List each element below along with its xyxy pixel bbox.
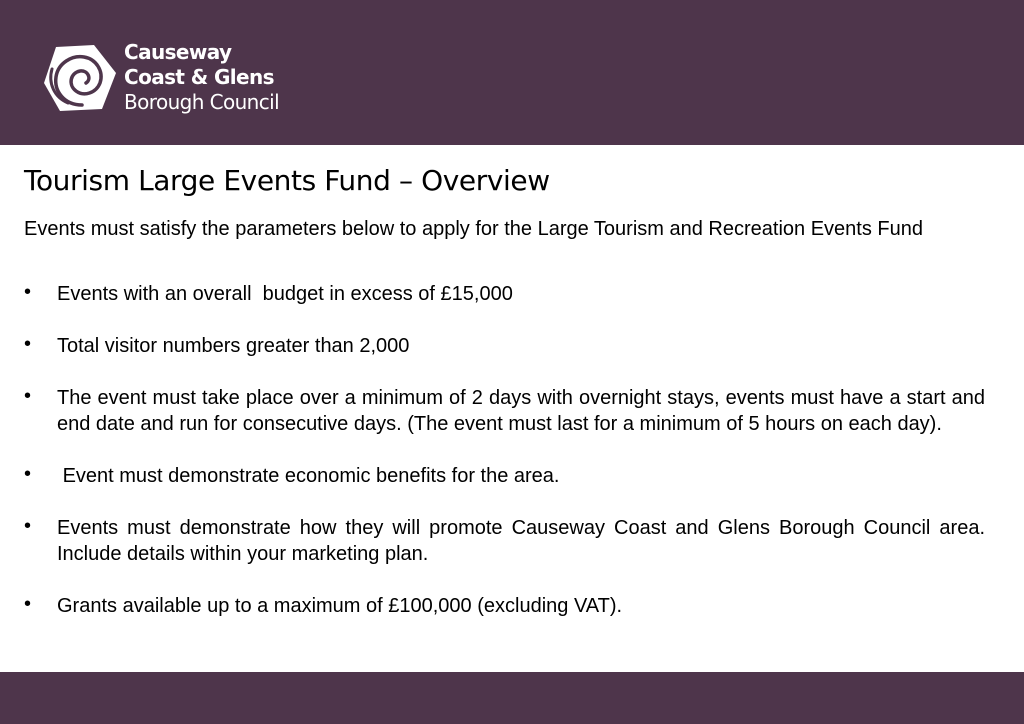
- footer-band: [0, 672, 1024, 724]
- page-title: Tourism Large Events Fund – Overview: [24, 164, 550, 197]
- bullet-icon: •: [24, 385, 32, 407]
- logo-line-2: Coast & Glens: [124, 65, 274, 89]
- logo-line-1: Causeway: [124, 40, 232, 64]
- criteria-item-duration: [24, 385, 985, 437]
- bullet-icon: •: [24, 333, 32, 355]
- spiral-logo-icon: [42, 43, 118, 113]
- criteria-text: The event must take place over a minimum of 2 days with overnight stays, events must have a start and end date and run for consecutive days. (The event must last for a minimum of 5 hours on each day).: [57, 387, 985, 435]
- criteria-text: Grants available up to a maximum of £100,000 (excluding VAT).: [57, 595, 623, 617]
- logo-line-3: Borough Council: [124, 90, 280, 114]
- criteria-item-visitors: [24, 333, 985, 359]
- criteria-list: [24, 281, 985, 645]
- criteria-text: Event must demonstrate economic benefits for the area.: [57, 465, 560, 487]
- criteria-item-grant: [24, 593, 985, 619]
- bullet-icon: •: [24, 281, 32, 303]
- logo-text: [124, 40, 279, 115]
- criteria-text: Events with an overall budget in excess of £15,000: [57, 283, 513, 305]
- header-band: [0, 0, 1024, 145]
- intro-paragraph: Events must satisfy the parameters below to apply for the Large Tourism and Recreation Events Fund: [24, 218, 923, 240]
- criteria-item-budget: [24, 281, 985, 307]
- criteria-item-promotion: [24, 515, 985, 567]
- bullet-icon: •: [24, 515, 32, 537]
- bullet-icon: •: [24, 463, 32, 485]
- criteria-item-economic: [24, 463, 985, 489]
- criteria-text: Total visitor numbers greater than 2,000: [57, 335, 410, 357]
- criteria-text: Events must demonstrate how they will promote Causeway Coast and Glens Borough Council area. Include details within your marketing plan.: [57, 517, 985, 565]
- bullet-icon: •: [24, 593, 32, 615]
- council-logo: [42, 40, 279, 115]
